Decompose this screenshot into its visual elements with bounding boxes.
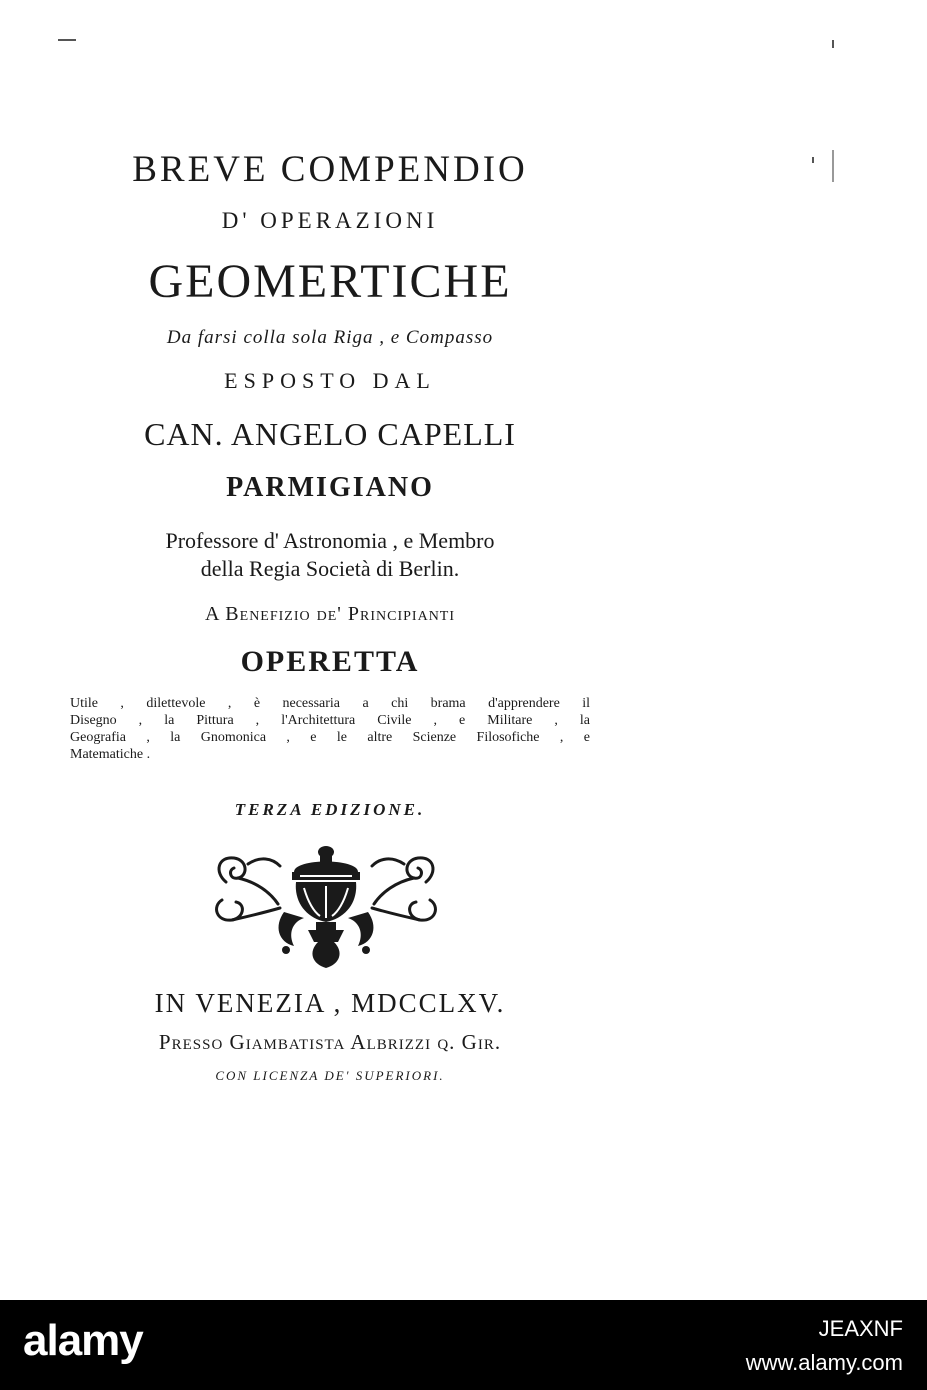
dedication-principianti: A Benefizio de' Principianti — [204, 603, 456, 625]
esposto-dal: ESPOSTO DAL — [224, 368, 436, 393]
author-title-line1: Professore d' Astronomia , e Membro — [165, 528, 495, 553]
author-title-line2: della Regia Società di Berlin. — [200, 556, 460, 581]
description-line: Matematiche . — [70, 747, 151, 762]
imprint-city-year: IN VENEZIA , MDCCLXV. — [154, 988, 506, 1018]
description-line: Utile , dilettevole , è necessaria a chi brama d'apprendere il — [70, 696, 590, 711]
alamy-logo: alamy — [23, 1316, 143, 1365]
description-paragraph — [70, 695, 590, 763]
stock-footer-bar — [0, 1300, 927, 1390]
scan-mark — [832, 40, 834, 48]
site-url[interactable]: www.alamy.com — [745, 1350, 903, 1375]
imprint-printer: Presso Giambatista Albrizzi q. Gir. — [158, 1030, 502, 1054]
subtitle-riga-compasso: Da farsi colla sola Riga , e Compasso — [166, 327, 494, 348]
image-code: JEAXNF — [818, 1316, 903, 1341]
operetta-heading: OPERETTA — [240, 645, 420, 678]
urn-ornament-icon — [208, 842, 444, 972]
scan-mark — [832, 150, 834, 182]
title-line-breve-compendio: BREVE COMPENDIO — [132, 149, 528, 190]
title-line-geometriche: GEOMERTICHE — [148, 255, 512, 308]
description-line: Geografia , la Gnomonica , e le altre Scienze Filosofiche , e — [70, 730, 590, 745]
title-line-operazioni: D' OPERAZIONI — [221, 208, 439, 233]
imprint-license: CON LICENZA DE' SUPERIORI. — [215, 1068, 445, 1083]
scan-mark — [812, 157, 814, 163]
edition-label: TERZA EDIZIONE. — [234, 800, 426, 819]
author-origin: PARMIGIANO — [226, 472, 434, 503]
description-line: Disegno , la Pittura , l'Architettura Civile , e Militare , la — [70, 713, 590, 728]
author-name: CAN. ANGELO CAPELLI — [144, 416, 516, 452]
